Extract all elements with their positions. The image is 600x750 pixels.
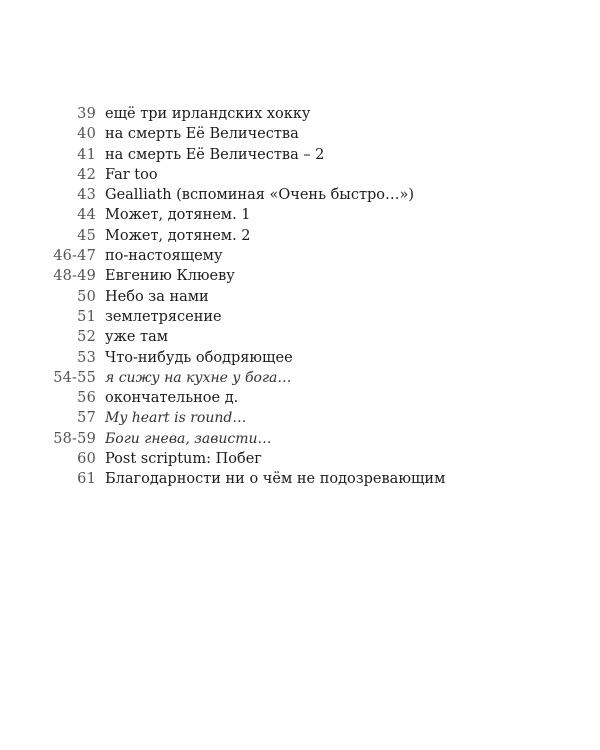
toc-entry[interactable] [0,226,600,246]
toc-entry[interactable] [0,307,600,327]
toc-entry[interactable] [0,185,600,205]
toc-entry[interactable] [0,145,600,165]
toc-entry-title: Может, дотянем. 2 [105,227,251,244]
toc-entry-title: на смерть Её Величества [105,126,299,143]
toc-entry[interactable] [0,368,600,388]
toc-entry-title: Что-нибудь ободряющее [105,349,293,366]
toc-entry[interactable] [0,388,600,408]
toc-entry[interactable] [0,124,600,144]
toc-entry[interactable] [0,287,600,307]
toc-page-number: 40 [77,126,96,143]
toc-entry-title: землетрясение [105,308,222,325]
table-of-contents [0,104,600,490]
toc-entry[interactable] [0,104,600,124]
toc-page-number: 60 [77,451,96,468]
toc-entry[interactable] [0,205,600,225]
toc-entry-title: уже там [105,329,169,346]
toc-page-number: 43 [77,187,96,204]
toc-page-number: 61 [77,471,96,488]
toc-entry-title: Gealliath (вспоминая «Очень быстро…») [105,187,415,204]
toc-entry-title: Far too [105,166,158,183]
toc-entry[interactable] [0,246,600,266]
toc-page-number: 58-59 [53,430,96,447]
toc-page-number: 44 [77,207,96,224]
toc-entry[interactable] [0,469,600,489]
toc-page-number: 48-49 [53,268,96,285]
toc-page-number: 42 [77,166,96,183]
toc-entry-title: по-настоящему [105,248,223,265]
toc-entry[interactable] [0,165,600,185]
toc-page-number: 41 [77,146,96,163]
toc-entry-title: Евгению Клюеву [105,268,235,285]
toc-entry[interactable] [0,449,600,469]
toc-entry[interactable] [0,266,600,286]
toc-page-number: 52 [77,329,96,346]
toc-entry-title: на смерть Её Величества – 2 [105,146,325,163]
toc-page-number: 56 [77,390,96,407]
toc-entry-title: Небо за нами [105,288,209,305]
toc-entry-title: My heart is round… [105,410,247,427]
toc-entry-title: Post scriptum: Побег [105,451,262,468]
toc-page-number: 46-47 [53,248,96,265]
toc-entry[interactable] [0,429,600,449]
toc-entry-title: Может, дотянем. 1 [105,207,251,224]
toc-page-number: 57 [77,410,96,427]
toc-entry-title: Боги гнева, зависти… [105,430,272,447]
toc-page-number: 53 [77,349,96,366]
toc-page-number: 45 [77,227,96,244]
toc-entry[interactable] [0,348,600,368]
toc-page-number: 50 [77,288,96,305]
toc-entry-title: окончательное д. [105,390,239,407]
toc-entry[interactable] [0,408,600,428]
toc-page-number: 51 [77,308,96,325]
toc-entry-title: ещё три ирландских хокку [105,106,311,122]
toc-page-number: 54-55 [53,369,96,386]
toc-entry-title: Благодарности ни о чём не подозревающим [105,471,446,488]
toc-entry[interactable] [0,327,600,347]
toc-page-number: 39 [77,106,96,122]
toc-entry-title: я сижу на кухне у бога… [105,369,292,386]
